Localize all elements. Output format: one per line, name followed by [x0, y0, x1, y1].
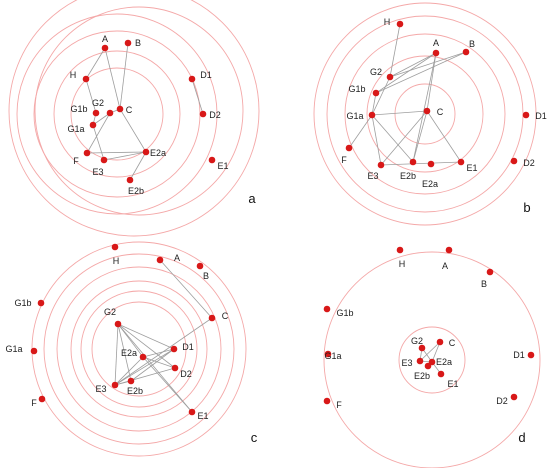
panel-a-label-b: B: [134, 38, 142, 48]
panel-a-node-h: [83, 76, 90, 83]
panel-letter-a: a: [248, 191, 256, 206]
panel-c-label-e2a: E2a: [120, 348, 138, 358]
panel-a-node-e2a: [143, 149, 150, 156]
panel-d-label-c: C: [448, 338, 456, 348]
panel-b-label-a: A: [432, 38, 440, 48]
panel-c-node-e2b: [128, 378, 135, 385]
panel-a-label-c: C: [125, 105, 133, 115]
panel-d-node-c: [437, 339, 444, 346]
rings-layer: [9, 0, 540, 468]
panel-c-label-e2b: E2b: [126, 386, 144, 396]
panel-c-node-g2: [115, 321, 122, 328]
panel-a-edge-e3-g1a: [93, 125, 104, 160]
panel-b-label-d1: D1: [535, 111, 547, 121]
panel-a-label-e2b: E2b: [127, 186, 145, 196]
panel-b-node-e3: [378, 162, 385, 169]
panel-c-label-e1: E1: [197, 411, 209, 421]
panel-b-node-h: [397, 21, 404, 28]
panel-b-label-c: C: [436, 107, 444, 117]
panel-a-label-a: A: [101, 34, 109, 44]
panel-c-label-d2: D2: [180, 369, 192, 379]
panel-b-node-b: [463, 49, 470, 56]
panel-a-ring-6: [9, 0, 259, 236]
panel-c-node-c: [209, 315, 216, 322]
nodes-layer: [31, 21, 535, 416]
panel-d-label-e2a: E2a: [435, 357, 453, 367]
panel-letter-b: b: [523, 200, 531, 215]
panel-c-node-d1: [171, 346, 178, 353]
panel-b-label-g2: G2: [369, 67, 383, 77]
panel-b-label-f: F: [341, 155, 347, 165]
panel-a-node-a: [102, 45, 109, 52]
panel-b-label-h: H: [383, 17, 391, 27]
panel-b-node-g1a: [369, 112, 376, 119]
panel-c-label-a: A: [173, 253, 181, 263]
panel-b-node-e2b: [410, 159, 417, 166]
panel-b-ring-1: [395, 84, 455, 144]
panel-c-edge-d1-e2b: [131, 349, 174, 381]
panel-d-label-b: B: [480, 279, 488, 289]
panel-b-edge-a-c: [427, 53, 436, 111]
panel-a-node-e1: [209, 157, 216, 164]
panel-a-node-d1: [189, 76, 196, 83]
panel-c-label-f: F: [31, 398, 37, 408]
panel-b-node-g2: [387, 74, 394, 81]
panel-b-label-g1a: G1a: [346, 111, 364, 121]
panel-b-edge-c-e3: [381, 111, 427, 165]
panel-d-node-d2: [511, 394, 518, 401]
panel-d-node-b: [487, 269, 494, 276]
panel-a-label-d1: D1: [200, 70, 212, 80]
panel-b-label-e1: E1: [466, 163, 478, 173]
panel-b-edge-g1a-e2b: [372, 115, 413, 162]
panel-a-label-e1: E1: [217, 161, 229, 171]
panel-d-label-g1a: G1a: [324, 351, 342, 361]
panel-letter-d: d: [518, 430, 526, 445]
panel-a-node-g2: [107, 110, 114, 117]
panel-b-node-e1: [458, 159, 465, 166]
panel-b-label-e2a: E2a: [421, 179, 439, 189]
panel-c-node-e1: [189, 409, 196, 416]
panel-d-label-f: F: [336, 400, 342, 410]
panel-a-label-h: H: [69, 70, 77, 80]
panel-c-node-h: [112, 244, 119, 251]
panel-a-node-e2b: [127, 177, 134, 184]
panel-b-node-f: [346, 145, 353, 152]
panel-a-edge-f-g2: [87, 113, 110, 153]
panel-d-label-d2: D2: [496, 396, 508, 406]
panel-b-label-e3: E3: [367, 171, 379, 181]
panel-a-node-b: [125, 40, 132, 47]
panel-b-edge-h-g2: [390, 24, 400, 77]
panel-b-node-a: [433, 50, 440, 57]
panel-a-label-e2a: E2a: [149, 148, 167, 158]
panel-c-node-e2a: [140, 354, 147, 361]
panel-d-node-f: [324, 398, 331, 405]
panel-b-edge-a-e2b: [413, 53, 436, 162]
panel-a-node-g1a: [90, 122, 97, 129]
panel-d-node-a: [446, 247, 453, 254]
panel-c-node-g1a: [31, 348, 38, 355]
panel-d-label-g1b: G1b: [336, 308, 354, 318]
panel-c-label-c: C: [221, 311, 229, 321]
panel-a-node-g1b: [93, 110, 100, 117]
panel-b-label-e2b: E2b: [399, 171, 417, 181]
panel-a-edge-a-h: [86, 48, 105, 79]
panel-b-node-e2a: [428, 161, 435, 168]
panel-letters: [248, 191, 530, 445]
panel-d-node-e1: [438, 371, 445, 378]
panel-d-label-d1: D1: [513, 350, 525, 360]
panel-d-node-g1b: [324, 306, 331, 313]
panel-b-edge-b-g1b: [376, 52, 466, 93]
panel-c-label-g2: G2: [103, 307, 117, 317]
panel-b-edge-c-e1: [427, 111, 461, 162]
panel-c-label-g1b: G1b: [14, 298, 32, 308]
panel-c-node-a: [157, 257, 164, 264]
panel-c-label-h: H: [112, 256, 120, 266]
panel-a-edge-b-c: [120, 43, 128, 109]
panel-b-node-d1: [523, 112, 530, 119]
panel-d-node-e3: [417, 358, 424, 365]
panel-b-edge-g1a-c: [372, 111, 427, 115]
panel-c-label-d1: D1: [182, 342, 194, 352]
panel-c-label-b: B: [202, 271, 210, 281]
panel-d-label-a: A: [441, 261, 449, 271]
panel-d-node-e2b: [425, 363, 432, 370]
panel-d-label-e3: E3: [401, 358, 413, 368]
panel-a-label-g2: G2: [91, 98, 105, 108]
panel-d-label-h: H: [398, 259, 406, 269]
panel-b-label-b: B: [468, 39, 476, 49]
panel-d-label-g2: G2: [410, 336, 424, 346]
panel-c-node-g1b: [38, 300, 45, 307]
panel-c-node-e3: [112, 382, 119, 389]
panel-a-edge-e2b-e2a: [130, 152, 146, 180]
panel-a-ring-4: [17, 14, 217, 214]
panel-a-edge-e3-e2a: [104, 152, 146, 160]
panel-b-node-g1b: [373, 90, 380, 97]
panel-b-node-c: [424, 108, 431, 115]
panel-c-node-d2: [172, 365, 179, 372]
panel-letter-c: c: [250, 430, 258, 445]
panel-c-edge-a-c: [160, 260, 212, 318]
panel-c-edge-e2a-d1: [143, 349, 174, 357]
panel-b-node-d2: [511, 158, 518, 165]
panel-c-edge-g2-e1: [118, 324, 192, 412]
panel-a-label-d2: D2: [209, 110, 221, 120]
panel-b-label-d2: D2: [523, 158, 535, 168]
panel-a-label-f: F: [73, 156, 79, 166]
panel-a-label-g1a: G1a: [67, 124, 85, 134]
panel-c-node-f: [39, 396, 46, 403]
panel-a-edge-d1-d2: [192, 79, 203, 114]
panel-a-ring-3: [34, 31, 200, 197]
panel-d-node-d1: [528, 352, 535, 359]
panel-c-label-e3: E3: [95, 384, 107, 394]
panel-c-label-g1a: G1a: [5, 344, 23, 354]
panel-a-edge-c-e2a: [120, 109, 146, 152]
panel-b-label-g1b: G1b: [348, 84, 366, 94]
panel-a-node-c: [117, 106, 124, 113]
panel-d-label-e2b: E2b: [413, 371, 431, 381]
panel-c-node-b: [197, 263, 204, 270]
panel-a-edge-a-c: [105, 48, 120, 109]
panel-a-node-f: [84, 150, 91, 157]
panel-b-edge-a-g2: [390, 53, 436, 77]
panel-a-node-d2: [200, 111, 207, 118]
panel-a-label-g1b: G1b: [70, 104, 88, 114]
panel-a-edge-f-e2a: [87, 152, 146, 153]
panel-a-label-e3: E3: [92, 167, 104, 177]
panel-c-edge-g2-e3: [115, 324, 118, 385]
panel-d-label-e1: E1: [447, 379, 459, 389]
panel-d-node-h: [397, 247, 404, 254]
panel-a-node-e3: [101, 157, 108, 164]
